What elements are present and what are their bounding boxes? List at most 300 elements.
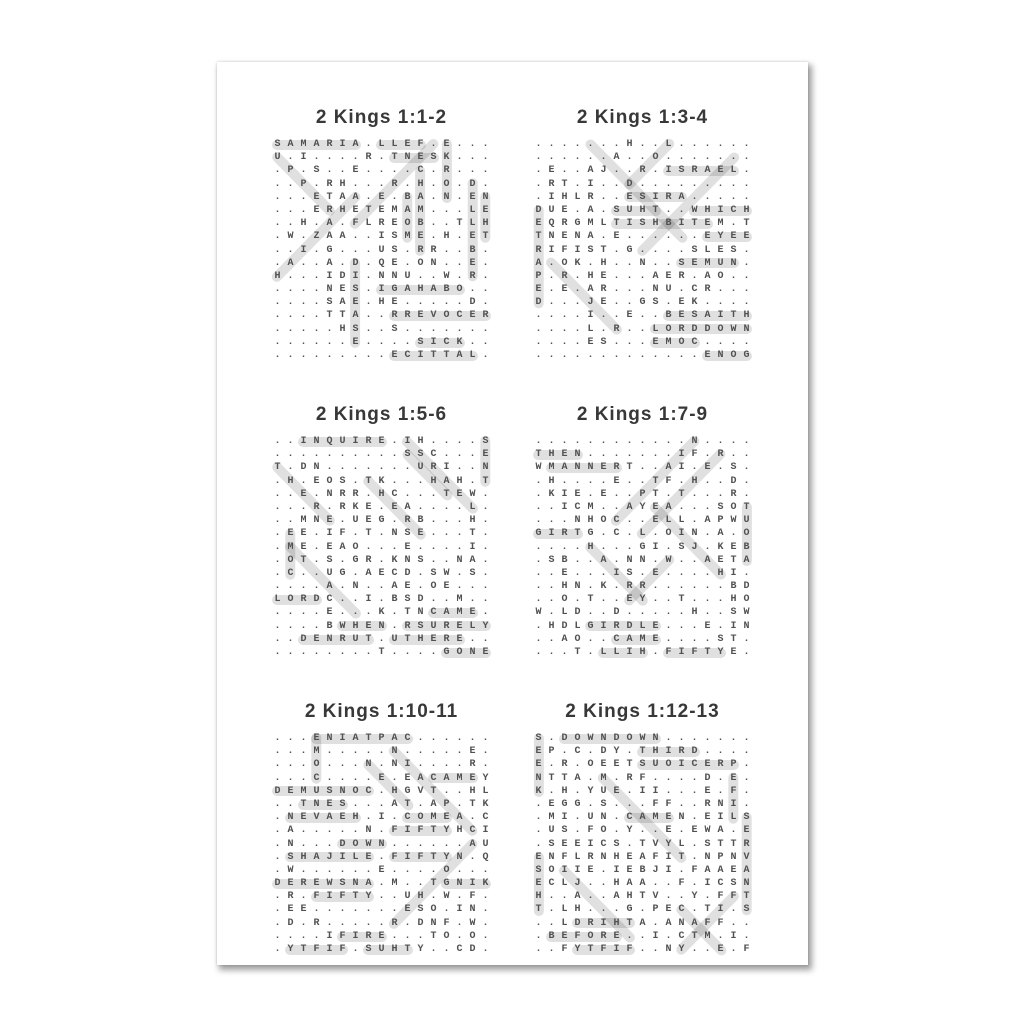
grid-cell: V bbox=[652, 891, 659, 903]
grid-cell: M bbox=[300, 785, 307, 797]
grid-cell: J bbox=[574, 878, 581, 890]
grid-cell: G bbox=[378, 515, 385, 527]
grid-cell: E bbox=[535, 878, 542, 890]
grid-cell: . bbox=[730, 449, 737, 461]
grid-cell: F bbox=[443, 917, 450, 929]
grid-cell: . bbox=[600, 541, 607, 553]
grid-cell: A bbox=[717, 528, 724, 540]
grid-cell: S bbox=[430, 567, 437, 579]
grid-cell: . bbox=[300, 310, 307, 322]
grid-cell: . bbox=[274, 620, 281, 632]
grid-row bbox=[271, 323, 492, 336]
grid-cell: . bbox=[469, 864, 476, 876]
grid-cell: . bbox=[574, 270, 581, 282]
grid-cell: . bbox=[482, 488, 489, 500]
grid-cell: N bbox=[365, 759, 372, 771]
grid-cell: N bbox=[587, 462, 594, 474]
grid-cell: . bbox=[378, 825, 385, 837]
grid-cell: A bbox=[587, 165, 594, 177]
grid-cell: . bbox=[600, 191, 607, 203]
grid-cell: S bbox=[417, 554, 424, 566]
grid-row bbox=[532, 554, 753, 567]
grid-cell: A bbox=[587, 231, 594, 243]
grid-cell: . bbox=[313, 528, 320, 540]
grid-cell: . bbox=[287, 759, 294, 771]
grid-cell: . bbox=[482, 336, 489, 348]
grid-cell: . bbox=[587, 607, 594, 619]
grid-cell: E bbox=[704, 350, 711, 361]
grid-cell: . bbox=[652, 594, 659, 606]
letter-rows bbox=[271, 138, 492, 362]
grid-cell: E bbox=[339, 812, 346, 824]
grid-cell: . bbox=[378, 746, 385, 758]
grid-cell: . bbox=[717, 178, 724, 190]
grid-cell: C bbox=[691, 336, 698, 348]
grid-cell: A bbox=[417, 772, 424, 784]
grid-row bbox=[532, 349, 753, 362]
grid-cell: . bbox=[704, 436, 711, 447]
grid-cell: . bbox=[417, 488, 424, 500]
grid-cell: T bbox=[365, 633, 372, 645]
grid-cell: N bbox=[639, 554, 646, 566]
grid-cell: Q bbox=[482, 851, 489, 863]
grid-cell: . bbox=[535, 633, 542, 645]
grid-cell: A bbox=[365, 567, 372, 579]
word-search-grid bbox=[532, 732, 753, 957]
grid-cell: . bbox=[391, 191, 398, 203]
grid-cell: R bbox=[365, 930, 372, 942]
grid-cell: N bbox=[600, 812, 607, 824]
grid-cell: . bbox=[365, 607, 372, 619]
grid-cell: . bbox=[365, 904, 372, 916]
grid-cell: . bbox=[587, 488, 594, 500]
grid-cell: . bbox=[704, 501, 711, 513]
grid-cell: . bbox=[274, 851, 281, 863]
grid-cell: . bbox=[665, 244, 672, 256]
grid-cell: T bbox=[535, 231, 542, 243]
grid-cell: . bbox=[417, 733, 424, 744]
grid-cell: . bbox=[704, 607, 711, 619]
grid-cell: . bbox=[535, 798, 542, 810]
word-search-grid bbox=[271, 732, 492, 957]
grid-cell: . bbox=[535, 178, 542, 190]
grid-cell: T bbox=[678, 594, 685, 606]
grid-cell: A bbox=[587, 204, 594, 216]
grid-cell: T bbox=[535, 904, 542, 916]
grid-cell: . bbox=[613, 284, 620, 296]
grid-cell: N bbox=[574, 515, 581, 527]
grid-cell: . bbox=[339, 462, 346, 474]
grid-cell: . bbox=[365, 488, 372, 500]
grid-cell: U bbox=[378, 244, 385, 256]
grid-cell: G bbox=[639, 541, 646, 553]
grid-cell: C bbox=[430, 772, 437, 784]
grid-cell: . bbox=[365, 323, 372, 335]
grid-row bbox=[271, 541, 492, 554]
grid-cell: E bbox=[652, 620, 659, 632]
grid-cell: U bbox=[626, 204, 633, 216]
grid-cell: U bbox=[313, 785, 320, 797]
grid-cell: U bbox=[391, 633, 398, 645]
grid-cell: . bbox=[443, 904, 450, 916]
grid-cell: . bbox=[313, 838, 320, 850]
grid-cell: . bbox=[600, 178, 607, 190]
grid-cell: . bbox=[535, 191, 542, 203]
grid-cell: C bbox=[456, 310, 463, 322]
grid-cell: S bbox=[639, 759, 646, 771]
grid-cell: I bbox=[678, 462, 685, 474]
grid-cell: E bbox=[417, 152, 424, 164]
grid-cell: . bbox=[274, 633, 281, 645]
grid-cell: . bbox=[743, 798, 750, 810]
grid-cell: . bbox=[639, 607, 646, 619]
grid-cell: . bbox=[639, 139, 646, 150]
grid-cell: E bbox=[469, 772, 476, 784]
grid-cell: R bbox=[365, 554, 372, 566]
grid-cell: . bbox=[313, 607, 320, 619]
grid-cell: . bbox=[352, 152, 359, 164]
grid-cell: G bbox=[574, 798, 581, 810]
grid-cell: M bbox=[300, 139, 307, 150]
grid-cell: . bbox=[561, 336, 568, 348]
grid-cell: . bbox=[469, 152, 476, 164]
grid-row bbox=[271, 943, 492, 956]
grid-cell: E bbox=[404, 772, 411, 784]
grid-cell: R bbox=[678, 270, 685, 282]
grid-cell: . bbox=[326, 917, 333, 929]
grid-cell: E bbox=[704, 812, 711, 824]
grid-cell: N bbox=[430, 917, 437, 929]
grid-cell: M bbox=[548, 462, 555, 474]
grid-cell: L bbox=[469, 350, 476, 361]
grid-cell: . bbox=[613, 449, 620, 461]
grid-cell: . bbox=[743, 178, 750, 190]
grid-cell: T bbox=[404, 944, 411, 955]
grid-cell: . bbox=[639, 825, 646, 837]
grid-cell: P bbox=[300, 178, 307, 190]
grid-row bbox=[532, 824, 753, 837]
grid-cell: . bbox=[482, 904, 489, 916]
grid-cell: E bbox=[561, 838, 568, 850]
grid-cell: C bbox=[730, 204, 737, 216]
grid-cell: H bbox=[639, 204, 646, 216]
grid-cell: N bbox=[456, 554, 463, 566]
grid-cell: R bbox=[378, 218, 385, 230]
grid-cell: . bbox=[626, 475, 633, 487]
grid-cell: . bbox=[626, 257, 633, 269]
grid-row bbox=[532, 244, 753, 257]
grid-cell: G bbox=[443, 878, 450, 890]
grid-cell: F bbox=[717, 891, 724, 903]
grid-cell: I bbox=[730, 567, 737, 579]
grid-cell: . bbox=[391, 647, 398, 658]
grid-cell: S bbox=[730, 878, 737, 890]
grid-cell: . bbox=[600, 310, 607, 322]
grid-cell: . bbox=[600, 633, 607, 645]
grid-cell: . bbox=[639, 350, 646, 361]
grid-cell: . bbox=[548, 567, 555, 579]
grid-cell: . bbox=[691, 620, 698, 632]
grid-cell: D bbox=[339, 838, 346, 850]
grid-cell: . bbox=[391, 864, 398, 876]
grid-cell: R bbox=[548, 178, 555, 190]
grid-cell: . bbox=[613, 310, 620, 322]
grid-cell: I bbox=[730, 930, 737, 942]
grid-cell: S bbox=[704, 838, 711, 850]
grid-cell: N bbox=[287, 812, 294, 824]
grid-cell: D bbox=[287, 917, 294, 929]
grid-cell: J bbox=[691, 541, 698, 553]
grid-cell: L bbox=[574, 191, 581, 203]
grid-cell: . bbox=[678, 620, 685, 632]
grid-cell: E bbox=[548, 165, 555, 177]
grid-cell: . bbox=[274, 541, 281, 553]
grid-cell: E bbox=[378, 930, 385, 942]
grid-cell: . bbox=[352, 746, 359, 758]
grid-cell: T bbox=[274, 462, 281, 474]
grid-cell: . bbox=[300, 891, 307, 903]
grid-cell: . bbox=[639, 904, 646, 916]
grid-cell: B bbox=[443, 284, 450, 296]
grid-cell: . bbox=[561, 891, 568, 903]
grid-cell: M bbox=[704, 257, 711, 269]
grid-cell: R bbox=[639, 581, 646, 593]
grid-cell: . bbox=[274, 297, 281, 309]
grid-cell: A bbox=[626, 633, 633, 645]
grid-cell: . bbox=[313, 554, 320, 566]
grid-cell: T bbox=[652, 204, 659, 216]
grid-cell: . bbox=[287, 647, 294, 658]
grid-cell: C bbox=[613, 528, 620, 540]
grid-cell: H bbox=[704, 204, 711, 216]
grid-cell: Y bbox=[639, 594, 646, 606]
grid-cell: D bbox=[613, 733, 620, 744]
grid-cell: T bbox=[587, 944, 594, 955]
grid-cell: . bbox=[274, 350, 281, 361]
grid-cell: . bbox=[287, 488, 294, 500]
grid-cell: . bbox=[704, 475, 711, 487]
grid-cell: E bbox=[287, 785, 294, 797]
grid-cell: W bbox=[443, 567, 450, 579]
grid-cell: . bbox=[378, 785, 385, 797]
grid-cell: T bbox=[730, 310, 737, 322]
grid-cell: O bbox=[313, 759, 320, 771]
grid-row bbox=[271, 270, 492, 283]
grid-cell: A bbox=[404, 501, 411, 513]
grid-cell: M bbox=[587, 218, 594, 230]
grid-cell: F bbox=[600, 944, 607, 955]
grid-row bbox=[532, 811, 753, 824]
grid-cell: E bbox=[404, 139, 411, 150]
grid-cell: K bbox=[574, 257, 581, 269]
grid-cell: . bbox=[443, 944, 450, 955]
grid-cell: . bbox=[561, 541, 568, 553]
grid-cell: I bbox=[626, 647, 633, 658]
grid-cell: E bbox=[378, 436, 385, 447]
grid-cell: . bbox=[378, 904, 385, 916]
grid-cell: . bbox=[300, 917, 307, 929]
grid-cell: . bbox=[404, 647, 411, 658]
grid-cell: . bbox=[365, 772, 372, 784]
grid-cell: O bbox=[652, 152, 659, 164]
grid-cell: . bbox=[430, 178, 437, 190]
grid-cell: R bbox=[743, 838, 750, 850]
grid-cell: . bbox=[469, 462, 476, 474]
grid-cell: A bbox=[639, 851, 646, 863]
grid-cell: A bbox=[743, 554, 750, 566]
grid-cell: . bbox=[482, 323, 489, 335]
grid-cell: . bbox=[613, 336, 620, 348]
grid-cell: E bbox=[313, 475, 320, 487]
grid-cell: M bbox=[456, 607, 463, 619]
grid-cell: . bbox=[639, 244, 646, 256]
grid-cell: . bbox=[626, 838, 633, 850]
grid-cell: . bbox=[456, 501, 463, 513]
grid-cell: . bbox=[274, 488, 281, 500]
grid-cell: R bbox=[404, 310, 411, 322]
grid-cell: N bbox=[378, 270, 385, 282]
grid-cell: R bbox=[300, 878, 307, 890]
grid-cell: L bbox=[652, 323, 659, 335]
grid-row bbox=[271, 824, 492, 837]
grid-cell: R bbox=[600, 284, 607, 296]
grid-cell: . bbox=[574, 475, 581, 487]
grid-cell: N bbox=[391, 528, 398, 540]
grid-cell: . bbox=[691, 462, 698, 474]
grid-cell: E bbox=[378, 204, 385, 216]
grid-cell: E bbox=[352, 336, 359, 348]
grid-cell: T bbox=[430, 878, 437, 890]
grid-cell: . bbox=[313, 904, 320, 916]
puzzle-title: 2 Kings 1:12-13 bbox=[565, 701, 720, 722]
grid-cell: K bbox=[391, 554, 398, 566]
grid-cell: O bbox=[443, 864, 450, 876]
grid-cell: E bbox=[443, 581, 450, 593]
grid-cell: J bbox=[587, 297, 594, 309]
grid-cell: . bbox=[691, 554, 698, 566]
grid-cell: . bbox=[574, 297, 581, 309]
grid-cell: . bbox=[587, 350, 594, 361]
grid-cell: F bbox=[626, 944, 633, 955]
grid-cell: . bbox=[743, 139, 750, 150]
grid-cell: . bbox=[365, 244, 372, 256]
grid-cell: H bbox=[691, 607, 698, 619]
grid-cell: . bbox=[274, 772, 281, 784]
grid-cell: . bbox=[287, 297, 294, 309]
grid-cell: . bbox=[378, 633, 385, 645]
grid-cell: . bbox=[652, 944, 659, 955]
grid-cell: . bbox=[456, 297, 463, 309]
grid-cell: H bbox=[561, 191, 568, 203]
grid-cell: H bbox=[600, 257, 607, 269]
grid-cell: . bbox=[313, 541, 320, 553]
grid-cell: . bbox=[287, 746, 294, 758]
grid-cell: . bbox=[482, 152, 489, 164]
grid-cell: . bbox=[404, 165, 411, 177]
grid-cell: I bbox=[613, 567, 620, 579]
grid-cell: I bbox=[587, 310, 594, 322]
grid-cell: . bbox=[313, 336, 320, 348]
grid-cell: . bbox=[704, 528, 711, 540]
grid-cell: . bbox=[430, 594, 437, 606]
grid-row bbox=[271, 488, 492, 501]
grid-cell: L bbox=[678, 515, 685, 527]
grid-cell: . bbox=[600, 449, 607, 461]
grid-cell: T bbox=[456, 218, 463, 230]
grid-cell: . bbox=[691, 878, 698, 890]
grid-cell: R bbox=[443, 633, 450, 645]
grid-cell: N bbox=[574, 449, 581, 461]
grid-cell: . bbox=[300, 257, 307, 269]
grid-cell: . bbox=[717, 607, 724, 619]
grid-cell: . bbox=[743, 567, 750, 579]
grid-cell: . bbox=[287, 152, 294, 164]
grid-row bbox=[532, 283, 753, 296]
grid-cell: . bbox=[613, 772, 620, 784]
grid-cell: . bbox=[639, 798, 646, 810]
grid-cell: N bbox=[326, 284, 333, 296]
grid-cell: . bbox=[443, 204, 450, 216]
grid-cell: . bbox=[313, 620, 320, 632]
grid-cell: . bbox=[665, 297, 672, 309]
grid-cell: E bbox=[743, 825, 750, 837]
grid-cell: . bbox=[274, 178, 281, 190]
grid-cell: . bbox=[548, 284, 555, 296]
puzzle-6 bbox=[532, 700, 753, 957]
grid-cell: E bbox=[717, 244, 724, 256]
puzzle-title: 2 Kings 1:10-11 bbox=[304, 701, 459, 722]
grid-cell: I bbox=[326, 930, 333, 942]
grid-cell: T bbox=[391, 152, 398, 164]
grid-cell: . bbox=[548, 944, 555, 955]
grid-cell: . bbox=[691, 270, 698, 282]
grid-cell: A bbox=[678, 191, 685, 203]
grid-cell: . bbox=[743, 647, 750, 658]
grid-cell: A bbox=[352, 310, 359, 322]
grid-row bbox=[271, 593, 492, 606]
grid-cell: O bbox=[561, 594, 568, 606]
grid-cell: . bbox=[469, 733, 476, 744]
grid-cell: . bbox=[378, 594, 385, 606]
grid-cell: T bbox=[430, 851, 437, 863]
grid-cell: A bbox=[287, 257, 294, 269]
grid-cell: I bbox=[561, 812, 568, 824]
grid-cell: N bbox=[404, 554, 411, 566]
grid-cell: . bbox=[352, 904, 359, 916]
grid-row bbox=[271, 903, 492, 916]
grid-cell: A bbox=[704, 165, 711, 177]
grid-cell: E bbox=[600, 759, 607, 771]
grid-cell: . bbox=[300, 567, 307, 579]
grid-cell: M bbox=[652, 812, 659, 824]
grid-cell: . bbox=[743, 152, 750, 164]
grid-cell: . bbox=[313, 218, 320, 230]
grid-cell: I bbox=[339, 139, 346, 150]
grid-cell: . bbox=[613, 297, 620, 309]
grid-cell: . bbox=[535, 436, 542, 447]
grid-cell: D bbox=[300, 633, 307, 645]
grid-cell: T bbox=[443, 488, 450, 500]
grid-cell: . bbox=[404, 462, 411, 474]
grid-cell: R bbox=[626, 772, 633, 784]
grid-cell: . bbox=[652, 607, 659, 619]
grid-cell: . bbox=[704, 541, 711, 553]
grid-cell: N bbox=[352, 581, 359, 593]
puzzle-title: 2 Kings 1:3-4 bbox=[576, 107, 709, 128]
grid-cell: . bbox=[313, 244, 320, 256]
grid-cell: R bbox=[613, 620, 620, 632]
grid-cell: T bbox=[300, 798, 307, 810]
